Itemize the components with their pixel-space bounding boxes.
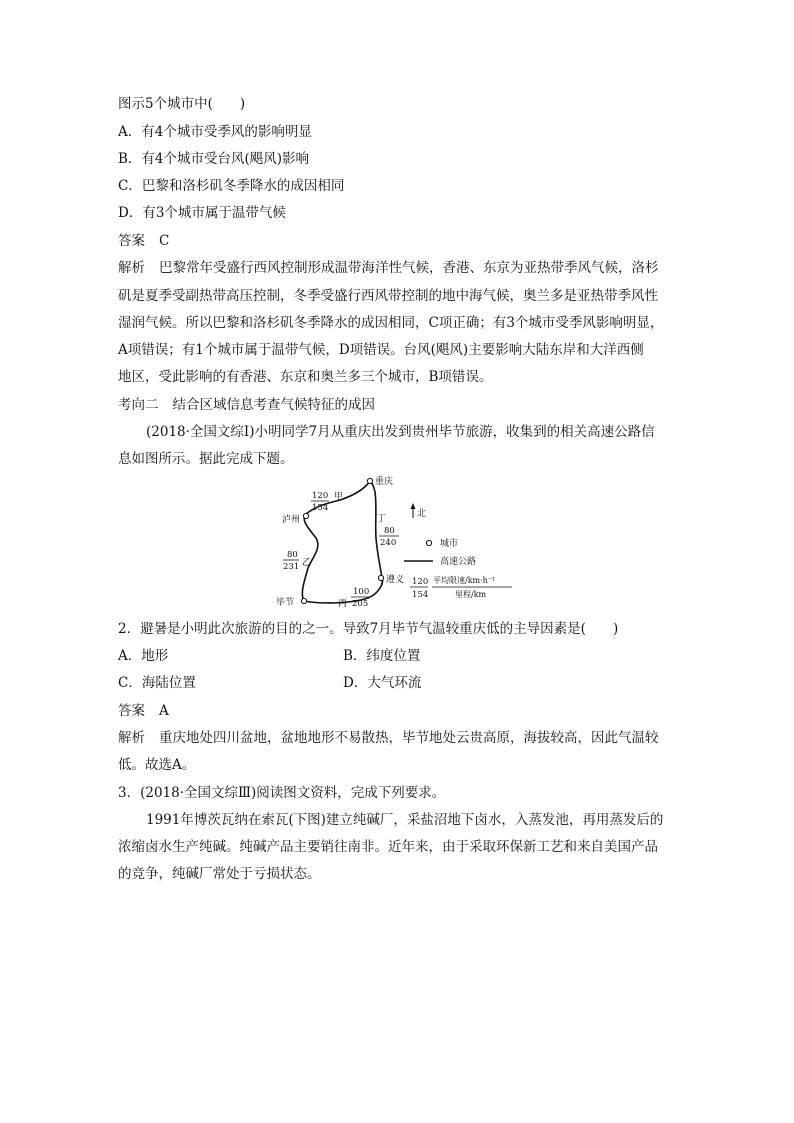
q1-answer bbox=[118, 231, 169, 251]
city-label-luzhou: 泸州 bbox=[282, 515, 301, 525]
segment-yi-distance: 231 bbox=[283, 562, 300, 572]
segment-bing-name: 丙 bbox=[338, 599, 348, 609]
q2-stem: 2．避暑是小明此次旅游的目的之一。导致7月毕节气温较重庆低的主导因素是( ) bbox=[118, 621, 619, 637]
city-marker-luzhou bbox=[303, 513, 308, 518]
city-marker-bijie bbox=[301, 598, 306, 603]
segment-jia-name: 甲 bbox=[334, 492, 344, 502]
segment-yi-name: 乙 bbox=[302, 558, 312, 568]
q1-analysis-line-5: 地区，受此影响的有香港、东京和奥兰多三个城市，B项错误。 bbox=[118, 369, 493, 385]
q2-option-a: A．地形 bbox=[118, 648, 169, 664]
legend-speed-label: 平均限速/km·h⁻¹ bbox=[433, 576, 496, 585]
segment-yi-speed: 80 bbox=[287, 550, 298, 560]
city-marker-zunyi bbox=[378, 575, 383, 580]
q2-option-d: D．大气环流 bbox=[343, 675, 422, 691]
legend-distance-label: 里程/km bbox=[455, 590, 487, 599]
intro-line-2: 息如图所示。据此完成下题。 bbox=[118, 451, 294, 467]
q1-option-d: D．有3个城市属于温带气候 bbox=[118, 205, 286, 221]
q1-option-c: C．巴黎和洛杉矶冬季降水的成因相同 bbox=[118, 178, 345, 194]
q1-analysis-line-4: A项错误；有1个城市属于温带气候，D项错误。台风(飓风)主要影响大陆东岸和大洋西侧 bbox=[118, 342, 644, 358]
q1-option-a: A．有4个城市受季风的影响明显 bbox=[118, 124, 312, 140]
q2-answer bbox=[118, 701, 169, 721]
q1-analysis-line-1 bbox=[118, 258, 659, 278]
answer-value: C bbox=[159, 233, 170, 249]
segment-ding-name: 丁 bbox=[377, 514, 387, 524]
analysis-label: 解析 bbox=[118, 260, 145, 276]
q3-line-2: 浓缩卤水生产纯碱。纯碱产品主要销往南非。近年来，由于采取环保新工艺和来自美国产品 bbox=[118, 839, 658, 855]
q2-option-b: B．纬度位置 bbox=[343, 648, 421, 664]
city-label-bijie: 毕节 bbox=[276, 598, 295, 608]
highway-map bbox=[272, 470, 522, 615]
segment-ding-distance: 240 bbox=[380, 538, 397, 548]
city-marker-chongqing bbox=[367, 478, 372, 483]
intro-line-1: (2018·全国文综Ⅰ)小明同学7月从重庆出发到贵州毕节旅游，收集到的相关高速公路信 bbox=[146, 424, 655, 440]
q1-analysis-line-2: 矶是夏季受副热带高压控制，冬季受盛行西风带控制的地中海气候，奥兰多是亚热带季风性 bbox=[118, 288, 658, 304]
legend-highway-label: 高速公路 bbox=[440, 557, 477, 567]
q3-line-3: 的竞争，纯碱厂常处于亏损状态。 bbox=[118, 866, 321, 882]
analysis-label: 解析 bbox=[118, 730, 145, 746]
segment-jia-distance: 154 bbox=[312, 503, 329, 513]
segment-bing-distance: 205 bbox=[352, 599, 369, 609]
q1-stem: 图示5个城市中( ) bbox=[118, 96, 246, 112]
q3-stem: 3．(2018·全国文综Ⅲ)阅读图文资料，完成下列要求。 bbox=[118, 785, 446, 801]
segment-ding-speed: 80 bbox=[384, 526, 395, 536]
city-label-chongqing: 重庆 bbox=[375, 477, 394, 487]
north-label: 北 bbox=[417, 509, 427, 519]
north-arrow-icon bbox=[411, 503, 416, 518]
analysis-text: 巴黎常年受盛行西风控制形成温带海洋性气候，香港、东京为亚热带季风气候，洛杉 bbox=[159, 260, 659, 276]
section-label: 考向二 bbox=[118, 397, 159, 413]
q1-option-b: B．有4个城市受台风(飓风)影响 bbox=[118, 151, 310, 167]
legend-speed-sample: 120 bbox=[412, 577, 429, 587]
legend-city-icon bbox=[426, 540, 431, 545]
q2-option-c: C．海陆位置 bbox=[118, 675, 196, 691]
q2-analysis-line-1 bbox=[118, 728, 659, 748]
q2-analysis-line-2: 低。故选A。 bbox=[118, 757, 196, 773]
analysis-text: 重庆地处四川盆地，盆地地形不易散热，毕节地处云贵高原，海拔较高，因此气温较 bbox=[159, 730, 659, 746]
legend-distance-sample: 154 bbox=[412, 590, 429, 600]
segment-jia-speed: 120 bbox=[312, 491, 329, 501]
city-label-zunyi: 遵义 bbox=[386, 575, 405, 585]
q3-line-1: 1991年博茨瓦纳在索瓦(下图)建立纯碱厂，采盐沼地下卤水，入蒸发池，再用蒸发后的 bbox=[146, 812, 664, 828]
q1-analysis-line-3: 湿润气候。所以巴黎和洛杉矶冬季降水的成因相同，C项正确；有3个城市受季风影响明显， bbox=[118, 315, 664, 331]
answer-label: 答案 bbox=[118, 233, 145, 249]
legend-city-label: 城市 bbox=[440, 539, 459, 549]
segment-bing-speed: 100 bbox=[353, 587, 370, 597]
section-title: 结合区域信息考查气候特征的成因 bbox=[172, 397, 375, 413]
section-heading bbox=[118, 395, 375, 415]
answer-label: 答案 bbox=[118, 703, 145, 719]
answer-value: A bbox=[159, 703, 169, 719]
